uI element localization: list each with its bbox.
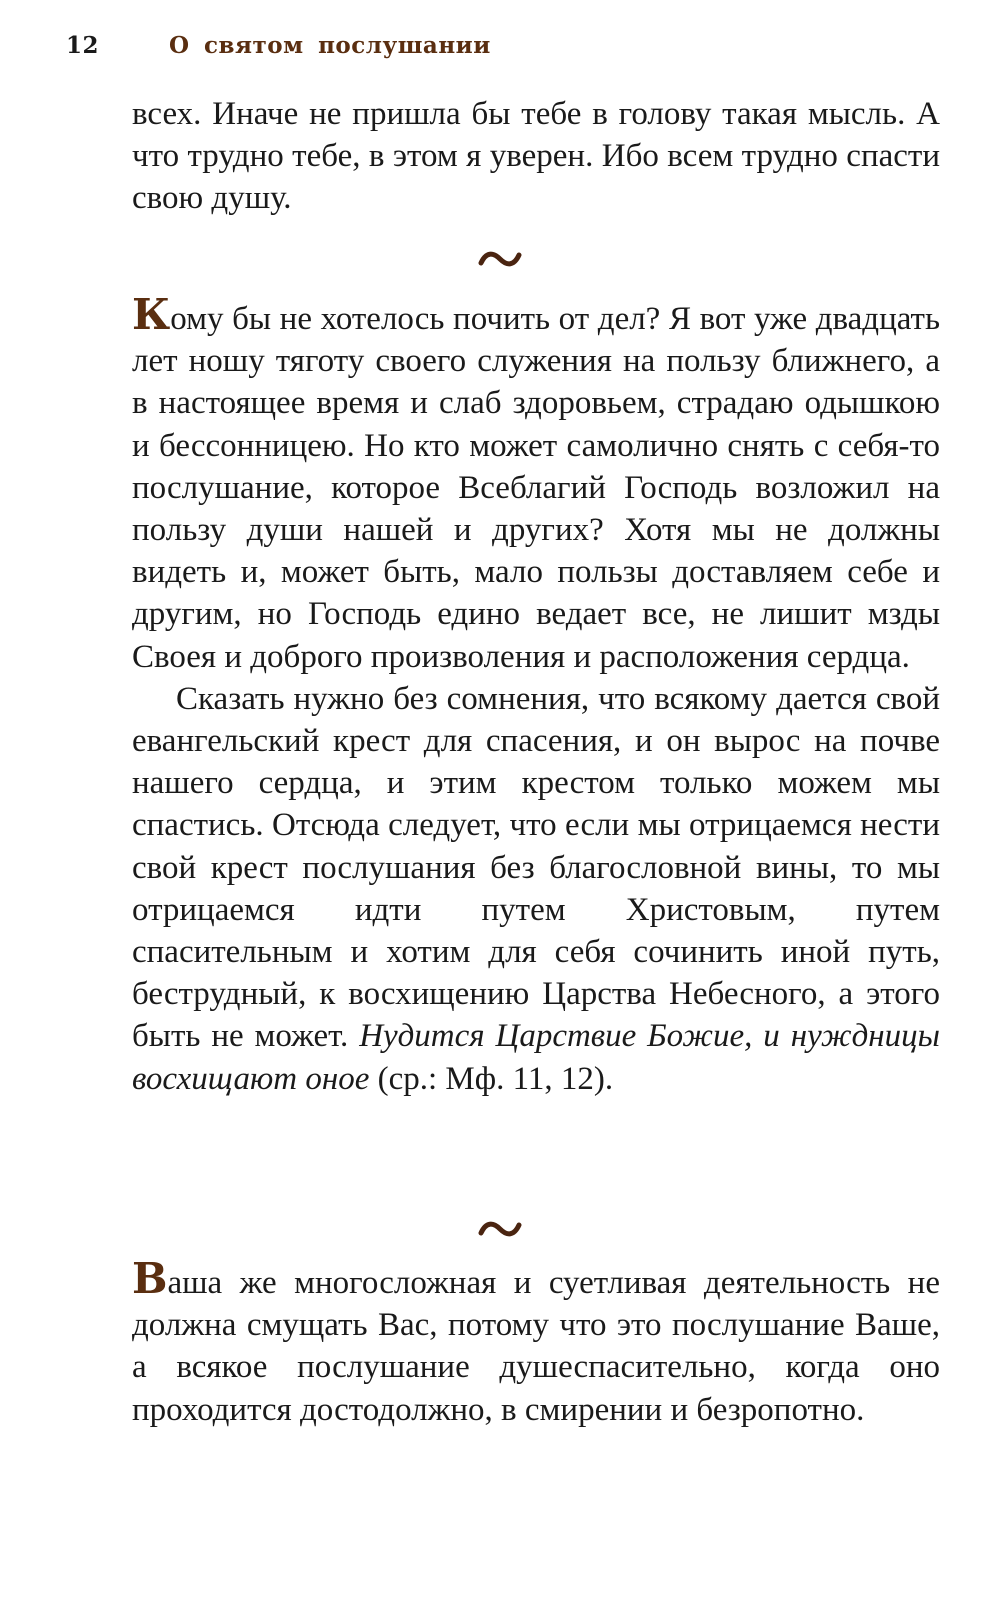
tilde-ornament-icon	[477, 248, 523, 270]
paragraph	[132, 678, 940, 1100]
scripture-quote: Нудится Царствие Божие, и нуждницы восхищают оное	[132, 1018, 941, 1097]
page-header	[66, 28, 940, 68]
paragraph	[132, 1254, 940, 1431]
running-title: О святом послушании	[169, 32, 491, 59]
text-section-2	[132, 290, 941, 1100]
scripture-reference: (ср.: Мф. 11, 12).	[377, 1060, 614, 1097]
paragraph	[132, 290, 940, 678]
tilde-ornament-icon	[477, 1218, 523, 1240]
dropcap: К	[132, 290, 171, 339]
paragraph-text: ому бы не хотелось почить от дел? Я вот уже двадцать лет ношу тяготу своего служения на пользу ближнего, а в настоящее время и слаб здоровьем, страдаю одышкою и бессонницею. Но кто может самолично снять с себя-то послушание, которое Всеблагий Господь возложил на пользу души нашей и других? Хотя мы не должны видеть и, может быть, мало пользы доставляем себе и другим, но Господь едино ведает все, не лишит мзды Своея и доброго произволения и расположения сердца.	[132, 301, 940, 675]
paragraph-text: аша же многосложная и суетливая деятельность не должна смущать Вас, потому что это послушание Ваше, а всякое послушание душеспасительно, когда оно проходится достодолжно, в смирении и безропотно.	[132, 1265, 940, 1428]
paragraph: всех. Иначе не пришла бы тебе в голову такая мысль. А что трудно тебе, в этом я уверен. Ибо всем трудно спасти свою душу.	[132, 96, 940, 217]
paragraph-text: Сказать нужно без сомнения, что всякому дается свой евангельский крест для спасения, и он вырос на почве нашего сердца, и этим крестом только можем мы спастись. Отсюда следует, что если мы отрицаемся нести свой крест послушания без благословной вины, то мы отрицаемся идти путем Христовым, путем спасительным и хотим для себя сочинить иной путь, беструдный, к восхищению Царства Небесного, а этого быть не может.	[132, 680, 940, 1055]
text-section-3	[132, 1254, 940, 1431]
tilde-ornament	[0, 1218, 1000, 1248]
dropcap: В	[132, 1254, 168, 1303]
tilde-ornament	[0, 248, 1000, 278]
text-section-1	[132, 93, 940, 220]
page-number: 12	[66, 32, 100, 59]
